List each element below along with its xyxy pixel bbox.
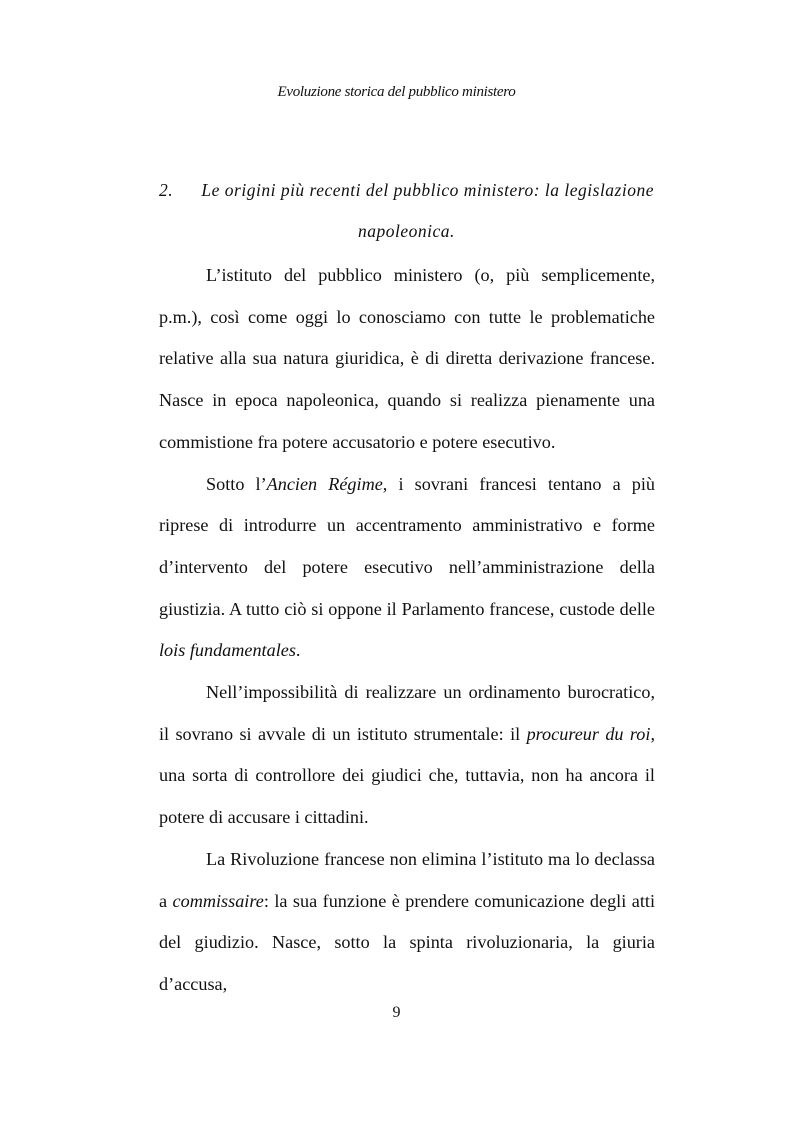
running-header: Evoluzione storica del pubblico ministero: [277, 84, 516, 100]
term-lois-fundamentales: lois fundamentales: [159, 640, 296, 661]
section-number: 2.: [159, 180, 174, 200]
term-commissaire: commissaire: [172, 890, 264, 911]
paragraph-2-text-a: Sotto l’: [206, 473, 267, 494]
paragraph-4-text-c: : la sua funzione è prendere comunicazione degli atti del giudizio. Nasce, sotto la spinta rivoluzionaria, la giuria d’accusa,: [159, 890, 655, 994]
term-procureur-du-roi: procureur du roi: [526, 723, 651, 744]
section-heading-line1: [159, 170, 654, 211]
paragraph-2: [159, 464, 655, 673]
paragraph-3-text-a: Nell’impossibilità di realizzare un ordinamento burocratico, il sovrano si avvale di un istituto strumentale: il: [159, 682, 655, 744]
paragraph-3-text-c: , una sorta di controllore dei giudici che, tuttavia, non ha ancora il potere di accusare i cittadini.: [159, 723, 656, 828]
paragraph-1: [159, 255, 655, 464]
section-title-line2: napoleonica.: [358, 221, 455, 241]
paragraph-4-text-a: La Rivoluzione francese non elimina l’istituto ma lo declassa a: [159, 848, 655, 911]
term-ancien-regime: Ancien Régime: [266, 473, 383, 494]
section-heading: [159, 170, 654, 252]
paragraph-3: [159, 672, 655, 839]
paragraph-1-text: L’istituto del pubblico ministero (o, più semplicemente, p.m.), così come oggi lo conosciamo con tutte le problematiche relative alla sua natura giuridica, è di diretta derivazione francese. Nasce in epoca napoleonica, quando si realizza pienamente una commistione fra potere accusatorio e potere esecutivo.: [159, 265, 655, 452]
paragraph-2-text-e: .: [295, 640, 301, 661]
paragraph-2-text-c: , i sovrani francesi tentano a più riprese di introdurre un accentramento amministrativo e forme d’intervento del potere esecutivo nell’amministrazione della giustizia. A tutto ciò si oppone il Parlamento francese, custode delle: [159, 473, 656, 619]
page-number: 9: [392, 1004, 401, 1021]
section-title-line1: Le origini più recenti del pubblico ministero: la legislazione: [201, 180, 654, 200]
paragraph-4: [159, 839, 655, 1006]
body-text: [159, 255, 655, 1006]
